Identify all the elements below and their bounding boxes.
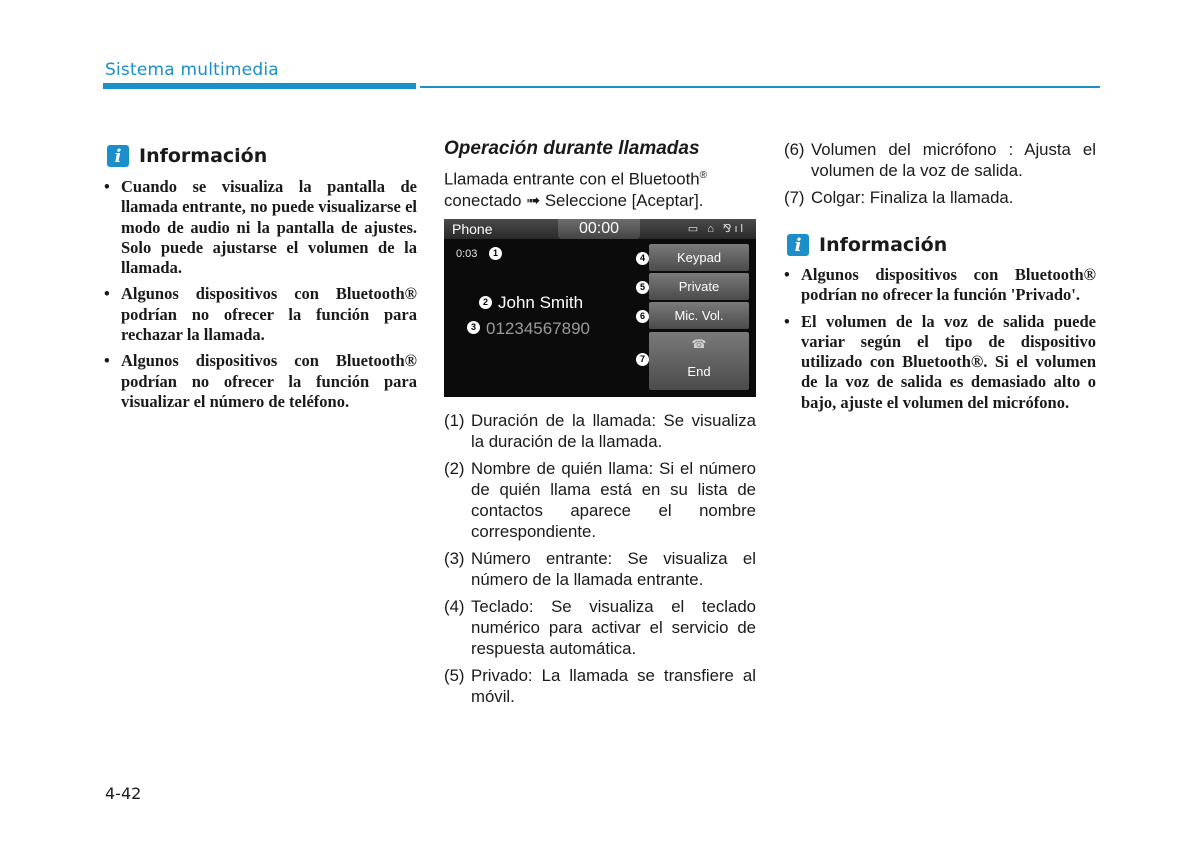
right-info-bullet: • El volumen de la voz de salida puede variar según el tipo de dispositivo utilizado con Bluetooth®. Si el volumen de la voz de salida es demasiado alto o bajo, ajuste el volumen del micrófono. xyxy=(784,312,1096,413)
header-rule-thick xyxy=(103,83,416,89)
list-item xyxy=(444,458,756,542)
item-text: Colgar: Finaliza la llamada. xyxy=(811,188,1014,207)
intro-text-b: conectado xyxy=(444,190,522,210)
marker-2: 2 xyxy=(479,296,492,309)
list-item xyxy=(444,410,756,452)
right-info-bullet: • Algunos dispositivos con Bluetooth® podrían no ofrecer la función 'Privado'. xyxy=(784,265,1096,306)
item-number: (6) xyxy=(784,140,805,159)
marker-4: 4 xyxy=(636,252,649,265)
left-info-bullet: • Cuando se visualiza la pantalla de llamada entrante, no puede visualizarse el modo de audio ni la pantalla de ajustes. Solo puede ajustarse el volumen de la llamada. xyxy=(104,177,417,278)
item-text: Duración de la llamada: Se visualiza la duración de la llamada. xyxy=(471,411,756,451)
phone-screen-illustration xyxy=(444,219,756,397)
marker-7: 7 xyxy=(636,353,649,366)
right-numbered-list xyxy=(784,139,1096,214)
status-icons: ▭ ⌂ ⅋ıl xyxy=(687,223,746,235)
left-info-bullet: • Algunos dispositivos con Bluetooth® podrían no ofrecer la función para visualizar el número de teléfono. xyxy=(104,351,417,412)
marker-6: 6 xyxy=(636,310,649,323)
call-duration: 0:03 xyxy=(456,248,478,260)
marker-3: 3 xyxy=(467,321,480,334)
left-info-heading xyxy=(107,145,267,167)
middle-numbered-list xyxy=(444,410,756,713)
mic-vol-button[interactable]: Mic. Vol. xyxy=(649,302,749,329)
info-icon: i xyxy=(107,145,129,167)
intro-text-a: Llamada entrante con el Bluetooth xyxy=(444,169,700,189)
left-info-bullet: • Algunos dispositivos con Bluetooth® podrían no ofrecer la función para rechazar la llamada. xyxy=(104,284,417,345)
right-info-bullets xyxy=(784,265,1096,419)
section-title: Operación durante llamadas xyxy=(444,138,700,159)
end-call-button[interactable] xyxy=(649,332,749,390)
info-icon: i xyxy=(787,234,809,256)
end-button-label: End xyxy=(687,364,711,379)
list-item xyxy=(444,665,756,707)
screen-clock: 00:00 xyxy=(558,219,640,239)
item-text: Nombre de quién llama: Si el número de quién llama está en su lista de contactos aparece el nombre correspondiente. xyxy=(471,459,756,541)
list-item xyxy=(444,548,756,590)
keypad-button[interactable]: Keypad xyxy=(649,244,749,271)
item-text: Teclado: Se visualiza el teclado numérico para activar el servicio de respuesta automática. xyxy=(471,597,756,658)
header-rule-thin xyxy=(420,86,1100,88)
intro-text-c: Seleccione [Aceptar]. xyxy=(544,190,704,210)
arrow-icon: ➟ xyxy=(526,190,541,210)
caller-number: 01234567890 xyxy=(486,319,591,338)
intro-paragraph xyxy=(444,165,757,211)
page-number: 4-42 xyxy=(105,784,142,803)
section-header-title: Sistema multimedia xyxy=(105,60,279,80)
marker-5: 5 xyxy=(636,281,649,294)
list-item xyxy=(784,187,1096,208)
phone-hangup-icon: ☎ xyxy=(691,337,707,351)
item-text: Número entrante: Se visualiza el número de la llamada entrante. xyxy=(471,549,756,589)
item-number: (4) xyxy=(444,597,465,616)
item-number: (1) xyxy=(444,411,465,430)
private-button[interactable]: Private xyxy=(649,273,749,300)
left-info-bullets xyxy=(104,177,417,418)
item-number: (3) xyxy=(444,549,465,568)
caller-name: John Smith xyxy=(498,293,584,312)
item-text: Volumen del micrófono : Ajusta el volumen de la voz de salida. xyxy=(811,140,1096,180)
registered-mark: ® xyxy=(699,170,708,181)
screen-app-title: Phone xyxy=(452,221,493,237)
marker-1: 1 xyxy=(489,247,502,260)
list-item xyxy=(784,139,1096,181)
right-info-heading xyxy=(787,234,947,256)
item-number: (7) xyxy=(784,188,805,207)
list-item xyxy=(444,596,756,659)
item-text: Privado: La llamada se transfiere al móvil. xyxy=(471,666,756,706)
item-number: (2) xyxy=(444,459,465,478)
left-info-title: Información xyxy=(139,145,268,167)
item-number: (5) xyxy=(444,666,465,685)
right-info-title: Información xyxy=(819,234,948,256)
